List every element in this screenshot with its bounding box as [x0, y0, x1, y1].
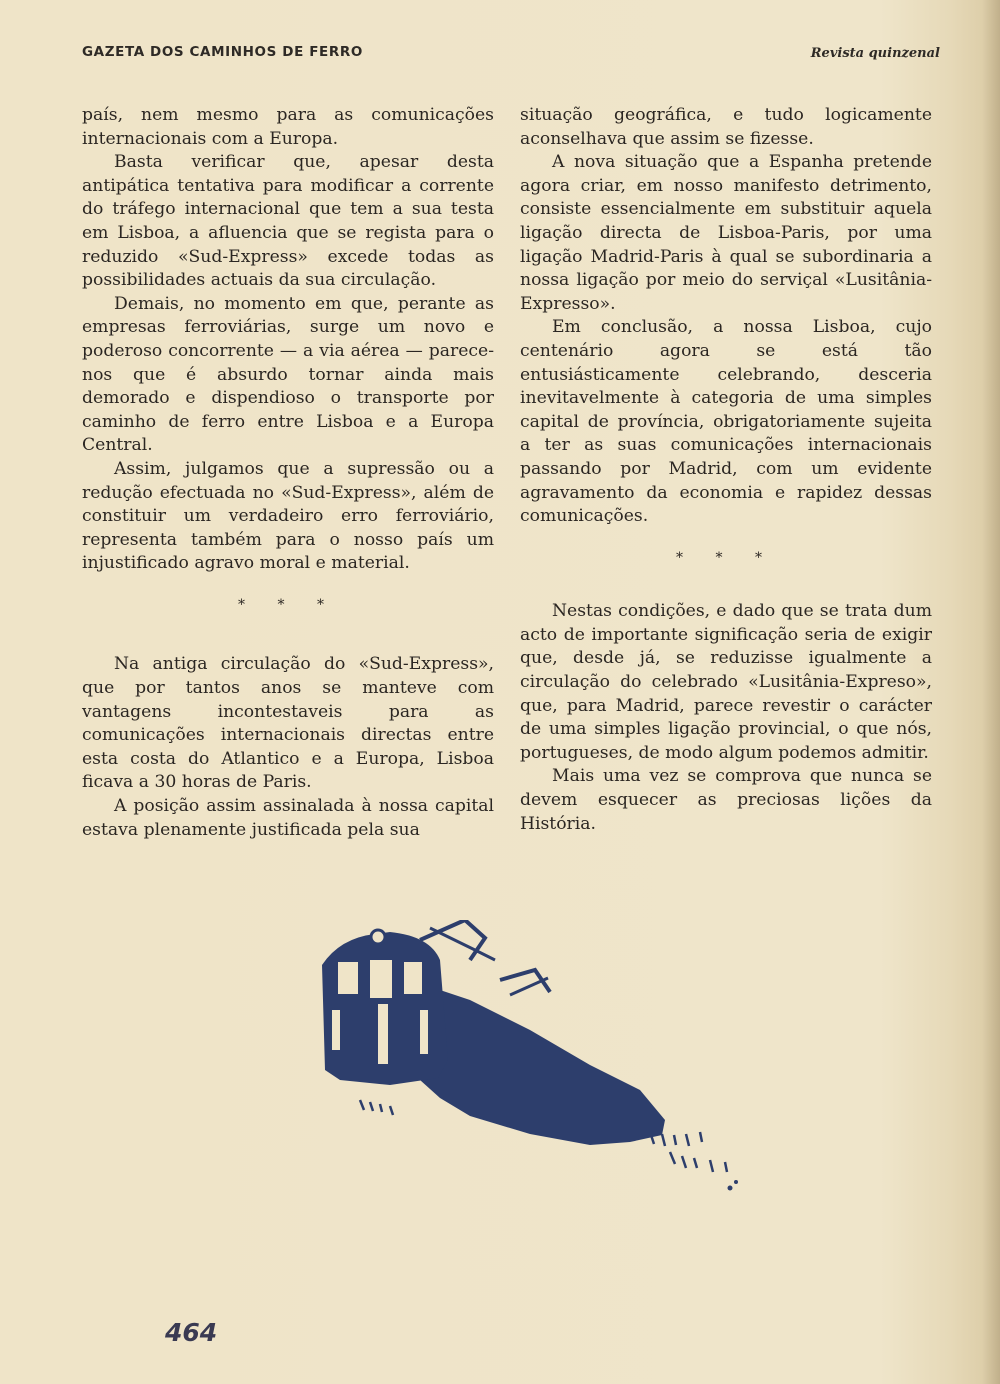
running-header-title: GAZETA DOS CAMINHOS DE FERRO	[82, 44, 363, 60]
section-separator: * * *	[676, 549, 776, 566]
paragraph: Mais uma vez se comprova que nunca se devem esquecer as preciosas lições da História.	[520, 766, 932, 834]
left-column	[82, 104, 494, 842]
paragraph: Na antiga circulação do «Sud-Express», que por tantos anos se manteve com vantagens incontestaveis para as comunicações internacionais directas entre esta costa do Atlantico e a Europa, Lisboa ficava a 30 horas de Paris.	[82, 654, 494, 793]
paragraph: Nestas condições, e dado que se trata dum acto de importante significação seria de exigir que, desde já, se reduzisse igualmente a circulação do celebrado «Lusitânia-Expreso», que, para Madrid, parece revestir o carácter de uma simples ligação provincial, o que nós, portugueses, de modo algum podemos admitir.	[520, 601, 932, 763]
electric-locomotive-icon	[270, 920, 760, 1210]
paragraph: Basta verificar que, apesar desta antipática tentativa para modificar a corrente do tráfego internacional que tem a sua testa em Lisboa, a afluencia que se regista para o reduzido «Sud-Express» excede todas as possibilidades actuais da sua circulação.	[82, 152, 494, 291]
running-header-subtitle: Revista quinzenal	[810, 46, 940, 61]
paragraph: A posição assim assinalada à nossa capital estava plenamente justificada pela sua	[82, 796, 494, 840]
paragraph: Em conclusão, a nossa Lisboa, cujo centenário agora se está tão entusiásticamente celebrando, desceria inevitavelmente à categoria de uma simples capital de província, obrigatoriamente sujeita a ter as suas comunicações internacionais passando por Madrid, com um evidente agravamento da economia e rapidez dessas comunicações.	[520, 317, 932, 527]
right-column	[520, 104, 932, 836]
paragraph: Demais, no momento em que, perante as empresas ferroviárias, surge um novo e poderoso concorrente — a via aérea — parece-nos que é absurdo tornar ainda mais demorado e dispendioso o transporte por caminho de ferro entre Lisboa e a Europa Central.	[82, 293, 494, 456]
page-edge-shadow	[982, 0, 1000, 1384]
paragraph: situação geográfica, e tudo logicamente aconselhava que assim se fizesse.	[520, 105, 932, 149]
page-number: 464	[165, 1318, 218, 1347]
paragraph: A nova situação que a Espanha pretende agora criar, em nosso manifesto detrimento, consiste essencialmente em substituir aquela ligação directa de Lisboa-Paris, por uma ligação Madrid-Paris à qual se subordinaria a nossa ligação por meio do serviçal «Lusitânia-Expresso».	[520, 152, 932, 314]
section-separator: * * *	[238, 596, 338, 613]
paragraph: país, nem mesmo para as comunicações internacionais com a Europa.	[82, 105, 494, 149]
paragraph: Assim, julgamos que a supressão ou a redução efectuada no «Sud-Express», além de constituir um verdadeiro erro ferroviário, representa também para o nosso país um injustificado agravo moral e material.	[82, 458, 494, 574]
